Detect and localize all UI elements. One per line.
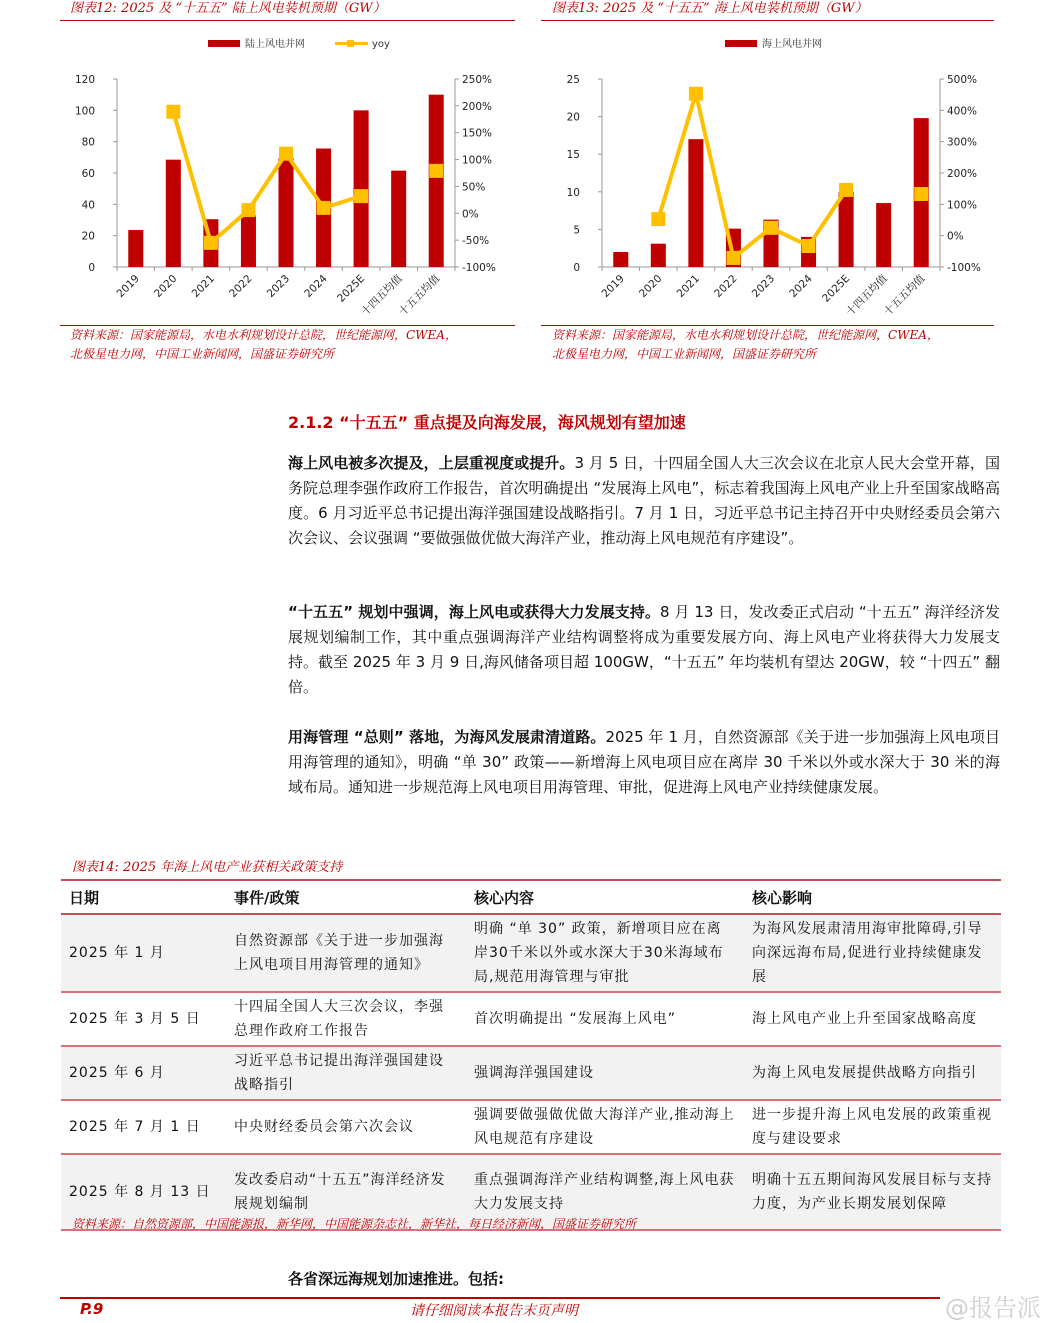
cell-date: 2025 年 6 月 [61, 1046, 226, 1100]
y-tick-label-left: 10 [566, 186, 580, 199]
x-tick-label: 2024 [302, 272, 330, 301]
y-tick-label-right: 100% [947, 199, 978, 212]
paragraph-3 [288, 725, 1000, 800]
watermark: @报告派 [945, 1294, 1041, 1322]
policy-table-wrap [61, 879, 1001, 1231]
x-tick-label: 2024 [787, 272, 815, 301]
chart-13-source [552, 326, 1002, 364]
cell-date: 2025 年 3 月 5 日 [61, 992, 226, 1046]
x-tick-label: 2025E [335, 272, 368, 305]
policy-table [61, 879, 1001, 1231]
y-tick-label-left: 25 [566, 74, 580, 86]
y-tick-label-right: -100% [462, 262, 496, 274]
bar-2019 [613, 252, 628, 267]
cell-event: 发改委启动“十五五”海洋经济发展规划编制 [226, 1154, 466, 1230]
y-tick-label-left: 0 [88, 262, 95, 274]
bar-十五五均值 [429, 95, 444, 267]
y-tick-label-left: 40 [81, 199, 95, 212]
section-heading: 2.1.2 “十五五” 重点提及向海发展，海风规划有望加速 [288, 413, 686, 432]
x-tick-label: 2021 [674, 272, 703, 301]
chart-13-title-rule [541, 20, 994, 21]
bar-2021 [688, 139, 703, 267]
y-tick-label-right: 0% [462, 208, 479, 221]
y-tick-label-right: 50% [462, 181, 486, 194]
x-tick-label: 2022 [227, 272, 255, 301]
chart-12-source-line-1: 资料来源：国家能源局，水电水利规划设计总院，世纪能源网，CWEA， [70, 328, 457, 342]
y-tick-label-right: 0% [947, 230, 964, 243]
chart-13 [545, 30, 1005, 325]
table-14-title: 图表14: 2025 年海上风电产业获相关政策支持 [72, 860, 343, 875]
yoy-point-2020 [166, 105, 180, 119]
table-row [61, 914, 1001, 992]
yoy-point-2024 [802, 239, 816, 253]
table-header-row [61, 880, 1001, 914]
chart-13-source-line-2: 北极星电力网，中国工业新闻网，国盛证券研究所 [552, 347, 817, 361]
paragraph-1-body: 3 月 5 日，十四届全国人大三次会议在北京人民大会堂开幕，国务院总理李强作政府工作报告，首次明确提出 “发展海上风电”，标志着我国海上风电产业上升至国家战略高度。6 月习近平总书记提出海洋强国建设战略指引。7 月 1 日，习近平总书记主持召开中央财经委员会第六次会议、会议强调 “要做强做优做大海洋产业，推动海上风电规范有序建设”。 [288, 454, 1000, 547]
y-tick-label-left: 80 [81, 136, 95, 149]
paragraph-2-body: 8 月 13 日，发改委正式启动 “十五五” 海洋经济发展规划编制工作，其中重点强调海洋产业结构调整将成为重要发展方向、海上风电产业将获得大力发展支持。截至 2025 年 3 月 9 日,海风储备项目超 100GW，“十五五” 年均装机有望达 20GW，较 “十四五” 翻倍。 [288, 603, 1000, 696]
x-tick-label: 十五五均值 [881, 272, 928, 319]
cell-date: 2025 年 7 月 1 日 [61, 1100, 226, 1154]
y-tick-label-left: 15 [566, 149, 580, 162]
table-14-source: 资料来源：自然资源部，中国能源报，新华网，中国能源杂志社，新华社，每日经济新闻，国盛证券研究所 [72, 1217, 637, 1231]
yoy-point-2022 [726, 251, 740, 265]
paragraph-3-lead: 用海管理 “总则” 落地，为海风发展肃清道路。 [288, 728, 606, 746]
cell-content: 重点强调海洋产业结构调整,海上风电获大力发展支持 [466, 1154, 744, 1230]
cell-content: 强调海洋强国建设 [466, 1046, 744, 1100]
y-tick-label-left: 100 [74, 105, 95, 118]
legend-line-marker [347, 40, 354, 47]
paragraph-1-lead: 海上风电被多次提及，上层重视度或提升。 [288, 454, 575, 472]
bar-十四五均值 [876, 203, 891, 267]
legend-bar-swatch [725, 40, 757, 47]
yoy-point-2025E [839, 183, 853, 197]
chart-12-source [70, 326, 520, 364]
table-row [61, 1100, 1001, 1154]
cell-date: 2025 年 8 月 13 日 [61, 1154, 226, 1230]
column-header-date: 日期 [61, 880, 226, 914]
y-tick-label-right: -100% [947, 262, 981, 274]
chart-12-title: 图表12: 2025 及 “十五五” 陆上风电装机预期（GW） [70, 1, 386, 16]
x-tick-label: 2025E [820, 272, 853, 305]
cell-impact: 明确十五五期间海风发展目标与支持力度，为产业长期发展划保障 [744, 1154, 1001, 1230]
yoy-point-2021 [204, 236, 218, 250]
bar-2019 [128, 230, 143, 267]
paragraph-1 [288, 451, 1000, 551]
bar-十四五均值 [391, 171, 406, 267]
y-tick-label-left: 20 [566, 111, 580, 124]
y-tick-label-right: 150% [462, 127, 493, 140]
chart-12 [60, 30, 520, 325]
yoy-point-2023 [764, 221, 778, 235]
cell-content: 明确 “单 30” 政策，新增项目应在离岸30千米以外或水深大于30米海域布局,规范用海管理与审批 [466, 914, 744, 992]
cell-event: 自然资源部《关于进一步加强海上风电项目用海管理的通知》 [226, 914, 466, 992]
paragraph-3-body: 2025 年 1 月，自然资源部《关于进一步加强海上风电项目用海管理的通知》，明确 “单 30” 政策——新增海上风电项目应在离岸 30 千米以外或水深大于 30 米的海域布局。通知进一步规范海上风电项目用海管理、审批，促进海上风电产业持续健康发展。 [288, 728, 1000, 796]
closing-line: 各省深远海规划加速推进。包括: [288, 1270, 505, 1288]
y-tick-label-right: 250% [462, 74, 493, 86]
footer-rule [60, 1297, 940, 1299]
chart-12-title-rule [60, 20, 515, 21]
x-tick-label: 十五五均值 [396, 272, 443, 319]
yoy-point-2023 [279, 147, 293, 161]
x-tick-label: 十四五均值 [844, 272, 890, 319]
bar-2023 [278, 158, 293, 267]
column-header-impact: 核心影响 [744, 880, 1001, 914]
x-tick-label: 2022 [712, 272, 740, 301]
legend-bar-swatch [208, 40, 240, 47]
cell-event: 中央财经委员会第六次会议 [226, 1100, 466, 1154]
legend-bar-label: 陆上风电并网 [245, 39, 305, 50]
bar-2020 [166, 160, 181, 267]
table-row [61, 992, 1001, 1046]
x-tick-label: 2023 [749, 272, 778, 301]
cell-impact: 为海上风电发展提供战略方向指引 [744, 1046, 1001, 1100]
x-tick-label: 2019 [599, 272, 627, 301]
yoy-point-十五五均值 [429, 164, 443, 178]
x-tick-label: 2023 [264, 272, 293, 301]
cell-impact: 海上风电产业上升至国家战略高度 [744, 992, 1001, 1046]
chart-legend [208, 37, 390, 50]
bar-2022 [241, 215, 256, 267]
bar-2025E [354, 110, 369, 267]
yoy-point-2020 [651, 212, 665, 226]
chart-legend [725, 37, 822, 50]
cell-content: 强调要做强做优做大海洋产业,推动海上风电规范有序建设 [466, 1100, 744, 1154]
chart-13-title: 图表13: 2025 及 “十五五” 海上风电装机预期（GW） [552, 1, 868, 16]
x-tick-label: 2020 [637, 272, 665, 301]
legend-line-label: yoy [372, 39, 390, 50]
chart-12-source-line-2: 北极星电力网，中国工业新闻网，国盛证券研究所 [70, 347, 335, 361]
y-tick-label-right: 100% [462, 154, 493, 167]
chart-12-svg [60, 30, 520, 325]
yoy-point-2024 [317, 201, 331, 215]
bar-2020 [651, 244, 666, 267]
x-tick-label: 2019 [114, 272, 142, 301]
y-tick-label-right: 400% [947, 105, 978, 118]
y-tick-label-left: 120 [74, 74, 95, 86]
x-tick-label: 2020 [152, 272, 180, 301]
yoy-point-2021 [689, 87, 703, 101]
bar-2025E [839, 192, 854, 267]
yoy-point-2022 [241, 203, 255, 217]
x-tick-label: 2021 [189, 272, 218, 301]
page-number: P.9 [80, 1300, 104, 1318]
y-tick-label-right: 200% [947, 168, 978, 180]
column-header-event: 事件/政策 [226, 880, 466, 914]
yoy-point-2025E [354, 189, 368, 203]
y-tick-label-left: 0 [573, 262, 580, 274]
cell-impact: 进一步提升海上风电发展的政策重视度与建设要求 [744, 1100, 1001, 1154]
y-tick-label-left: 20 [81, 230, 95, 243]
chart-13-source-line-1: 资料来源：国家能源局，水电水利规划设计总院，世纪能源网，CWEA， [552, 328, 939, 342]
cell-event: 习近平总书记提出海洋强国建设战略指引 [226, 1046, 466, 1100]
legend-bar-label: 海上风电并网 [762, 39, 822, 50]
y-tick-label-left: 5 [573, 224, 580, 237]
cell-date: 2025 年 1 月 [61, 914, 226, 992]
cell-content: 首次明确提出 “发展海上风电” [466, 992, 744, 1046]
cell-impact: 为海风发展肃清用海审批障碍,引导向深远海布局,促进行业持续健康发展 [744, 914, 1001, 992]
paragraph-2-lead: “十五五” 规划中强调，海上风电或获得大力发展支持。 [288, 603, 661, 621]
y-tick-label-right: 500% [947, 74, 978, 86]
table-row [61, 1046, 1001, 1100]
y-tick-label-right: 200% [462, 100, 493, 113]
footer-disclaimer: 请仔细阅读本报告末页声明 [410, 1303, 578, 1319]
cell-event: 十四届全国人大三次会议，李强总理作政府工作报告 [226, 992, 466, 1046]
y-tick-label-right: -50% [462, 235, 490, 248]
y-tick-label-right: 300% [947, 136, 978, 149]
column-header-content: 核心内容 [466, 880, 744, 914]
chart-13-svg [545, 30, 1005, 325]
x-tick-label: 十四五均值 [359, 272, 405, 319]
yoy-point-十五五均值 [914, 187, 928, 201]
y-tick-label-left: 60 [81, 168, 95, 180]
paragraph-2 [288, 600, 1000, 700]
